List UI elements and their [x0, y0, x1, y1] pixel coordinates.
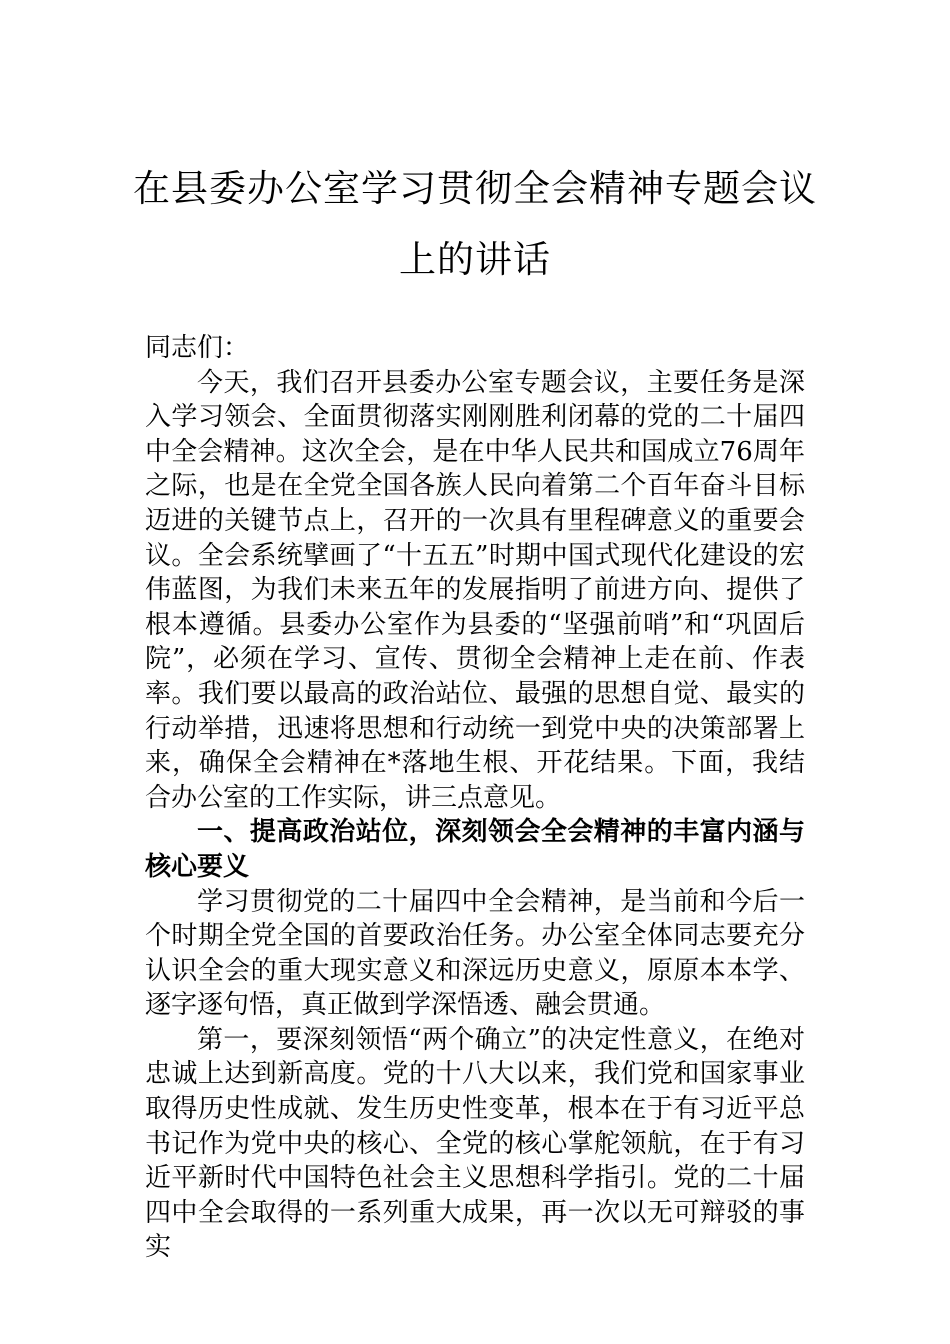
- section-1-paragraph-1: 学习贯彻党的二十届四中全会精神，是当前和今后一个时期全党全国的首要政治任务。办公室全体同志要充分认识全会的重大现实意义和深远历史意义，原原本本学、逐字逐句悟，真正做到学深悟透、融会贯通。: [145, 886, 805, 1021]
- document-body: [145, 331, 805, 1265]
- section-1-heading: 一、提高政治站位，深刻领会全会精神的丰富内涵与核心要义: [145, 817, 805, 882]
- document-title-line-1: 在县委办公室学习贯彻全会精神专题会议: [133, 167, 817, 210]
- greeting: 同志们：: [145, 333, 250, 363]
- intro-paragraph: 今天，我们召开县委办公室专题会议，主要任务是深入学习领会、全面贯彻落实刚刚胜利闭幕的党的二十届四中全会精神。这次全会，是在中华人民共和国成立76周年之际，也是在全党全国各族人民向着第二个百年奋斗目标迈进的关键节点上，召开的一次具有里程碑意义的重要会议。全会系统擘画了“十五五”时期中国式现代化建设的宏伟蓝图，为我们未来五年的发展指明了前进方向、提供了根本遵循。县委办公室作为县委的“坚强前哨”和“巩固后院”，必须在学习、宣传、贯彻全会精神上走在前、作表率。我们要以最高的政治站位、最强的思想自觉、最实的行动举措，迅速将思想和行动统一到党中央的决策部署上来，确保全会精神在*落地生根、开花结果。下面，我结合办公室的工作实际，讲三点意见。: [145, 367, 805, 813]
- document-title-line-2: 上的讲话: [399, 238, 551, 281]
- section-1-paragraph-2: 第一，要深刻领悟“两个确立”的决定性意义，在绝对忠诚上达到新高度。党的十八大以来，我们党和国家事业取得历史性成就、发生历史性变革，根本在于有习近平总书记作为党中央的核心、全党的核心掌舵领航，在于有习近平新时代中国特色社会主义思想科学指引。党的二十届四中全会取得的一系列重大成果，再一次以无可辩驳的事实: [145, 1024, 805, 1263]
